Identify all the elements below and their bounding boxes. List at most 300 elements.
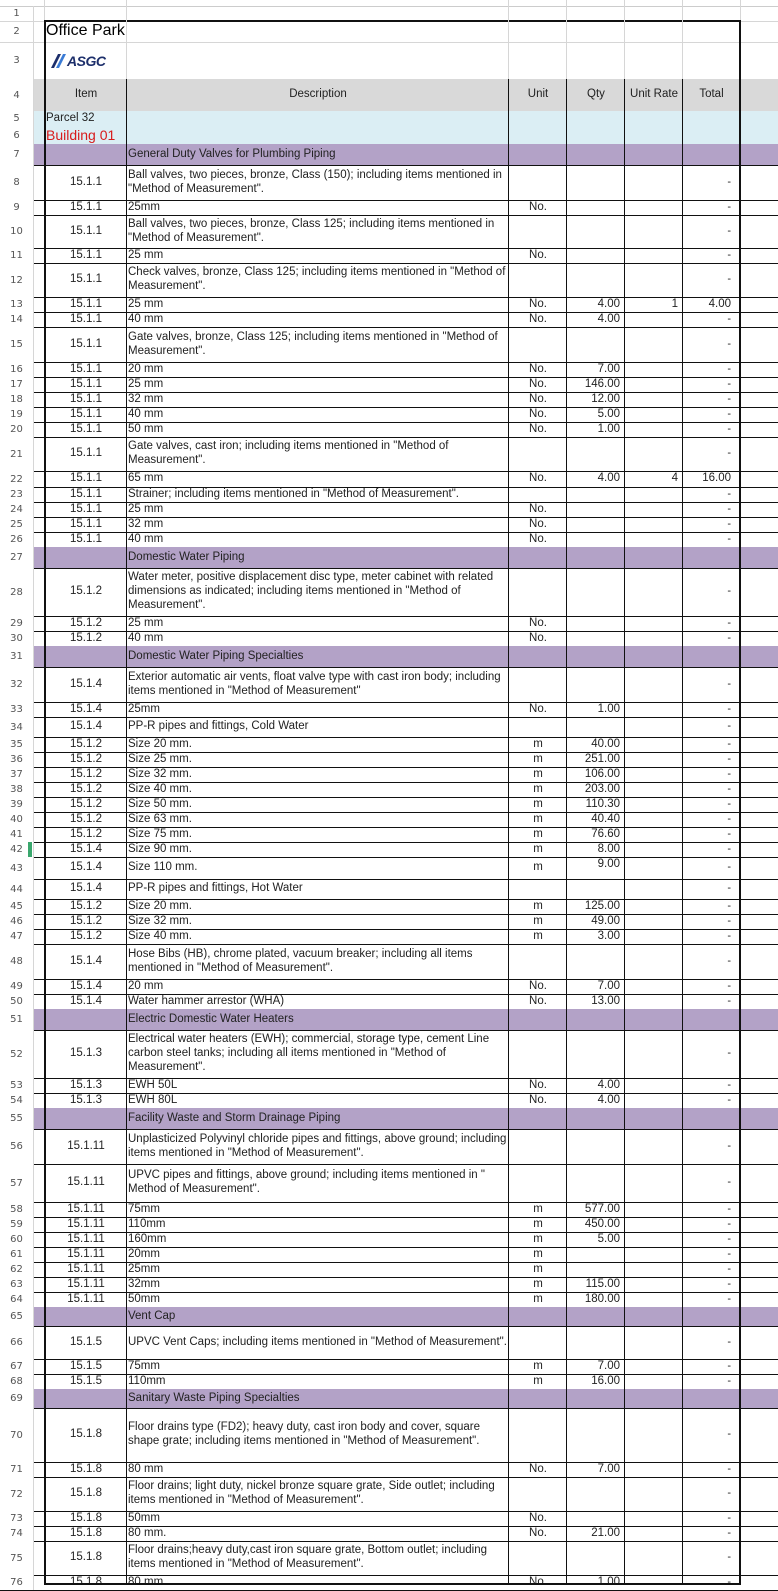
header-qty[interactable]: Qty bbox=[587, 88, 605, 101]
qty-cell[interactable]: 1.00 bbox=[597, 1576, 620, 1588]
item-cell[interactable]: 15.1.4 bbox=[70, 842, 102, 855]
unit-cell[interactable]: No. bbox=[529, 1078, 547, 1091]
unit-cell[interactable]: No. bbox=[529, 994, 547, 1007]
description-cell[interactable]: Floor drains type (FD2); heavy duty, cast iron body and cover, square shape grate; including items mentioned in "Method of Measurement". bbox=[128, 1421, 480, 1447]
description-cell[interactable]: Size 32 mm. bbox=[128, 914, 192, 927]
item-cell[interactable]: 15.1.3 bbox=[70, 1093, 102, 1106]
unit-cell[interactable]: m bbox=[533, 861, 543, 874]
item-cell[interactable]: 15.1.1 bbox=[70, 472, 102, 485]
header-unit[interactable]: Unit bbox=[527, 88, 549, 101]
unit-cell[interactable]: No. bbox=[529, 631, 547, 644]
total-cell[interactable]: 4.00 bbox=[708, 297, 731, 310]
description-cell[interactable]: 40 mm bbox=[128, 312, 164, 325]
total-cell[interactable]: - bbox=[727, 200, 731, 213]
total-cell[interactable]: - bbox=[727, 737, 731, 750]
qty-cell[interactable]: 4.00 bbox=[597, 1094, 620, 1106]
section-title[interactable]: Sanitary Waste Piping Specialties bbox=[128, 1391, 300, 1404]
qty-cell[interactable]: 12.00 bbox=[591, 393, 620, 405]
item-cell[interactable]: 15.1.11 bbox=[67, 1232, 105, 1245]
rate-cell[interactable]: 1 bbox=[671, 298, 678, 310]
unit-cell[interactable]: No. bbox=[529, 248, 547, 261]
item-cell[interactable]: 15.1.11 bbox=[67, 1217, 105, 1230]
item-cell[interactable]: 15.1.3 bbox=[70, 1047, 102, 1060]
item-cell[interactable]: 15.1.11 bbox=[67, 1292, 105, 1305]
description-cell[interactable]: 20mm bbox=[128, 1247, 160, 1260]
item-cell[interactable]: 15.1.4 bbox=[70, 702, 102, 715]
total-cell[interactable]: - bbox=[727, 1462, 731, 1475]
description-cell[interactable]: 32 mm bbox=[128, 392, 164, 405]
description-cell[interactable]: 65 mm bbox=[128, 472, 164, 485]
description-cell[interactable]: Size 90 mm. bbox=[128, 842, 192, 855]
item-cell[interactable]: 15.1.8 bbox=[70, 1428, 102, 1441]
qty-cell[interactable]: 8.00 bbox=[597, 843, 620, 855]
total-cell[interactable]: - bbox=[727, 585, 731, 598]
total-cell[interactable]: - bbox=[727, 447, 731, 460]
item-cell[interactable]: 15.1.2 bbox=[70, 631, 102, 644]
description-cell[interactable]: 20 mm bbox=[128, 362, 164, 375]
total-cell[interactable]: - bbox=[727, 994, 731, 1007]
total-cell[interactable]: - bbox=[727, 1262, 731, 1275]
total-cell[interactable]: - bbox=[727, 1047, 731, 1060]
total-cell[interactable]: - bbox=[727, 954, 731, 967]
description-cell[interactable]: 80 mm. bbox=[128, 1575, 167, 1588]
grid-line bbox=[566, 0, 567, 20]
unit-cell[interactable]: m bbox=[533, 1232, 543, 1245]
unit-cell[interactable]: m bbox=[533, 1202, 543, 1215]
unit-cell[interactable]: No. bbox=[529, 1462, 547, 1475]
total-cell[interactable]: - bbox=[727, 1232, 731, 1245]
total-cell[interactable]: - bbox=[727, 1428, 731, 1441]
total-cell[interactable]: - bbox=[727, 842, 731, 855]
unit-cell[interactable]: No. bbox=[529, 979, 547, 992]
row-number: 28 bbox=[0, 568, 34, 616]
total-cell[interactable]: - bbox=[727, 1511, 731, 1524]
unit-cell[interactable]: m bbox=[533, 1359, 543, 1372]
row-number: 24 bbox=[0, 502, 34, 517]
total-cell[interactable]: - bbox=[727, 1526, 731, 1539]
total-cell[interactable]: - bbox=[727, 1139, 731, 1152]
section-title[interactable]: Domestic Water Piping bbox=[128, 550, 245, 563]
unit-cell[interactable]: m bbox=[533, 899, 543, 912]
description-cell[interactable]: Check valves, bronze, Class 125; including items mentioned in "Method of Measurement". bbox=[128, 266, 506, 292]
qty-cell[interactable]: 125.00 bbox=[584, 900, 620, 912]
description-cell[interactable]: Electrical water heaters (EWH); commercial, storage type, cement Line carbon steel tanks; including all items mentioned in "Method of Measurement". bbox=[128, 1033, 490, 1073]
unit-cell[interactable]: m bbox=[533, 1374, 543, 1387]
item-cell[interactable]: 15.1.1 bbox=[70, 273, 102, 286]
item-cell[interactable]: 15.1.2 bbox=[70, 797, 102, 810]
item-cell[interactable]: 15.1.1 bbox=[70, 248, 102, 261]
total-cell[interactable]: - bbox=[727, 861, 731, 874]
total-cell[interactable]: - bbox=[727, 377, 731, 390]
unit-cell[interactable]: m bbox=[533, 797, 543, 810]
item-cell[interactable]: 15.1.8 bbox=[70, 1511, 102, 1524]
header-total[interactable]: Total bbox=[699, 88, 724, 101]
description-cell[interactable]: 50 mm bbox=[128, 422, 164, 435]
description-cell[interactable]: Size 40 mm. bbox=[128, 782, 192, 795]
unit-cell[interactable]: No. bbox=[529, 616, 547, 629]
description-cell[interactable]: Gate valves, cast iron; including items mentioned in "Method of Measurement". bbox=[128, 440, 449, 466]
total-cell[interactable]: - bbox=[727, 979, 731, 992]
header-item[interactable]: Item bbox=[74, 88, 98, 101]
rate-cell[interactable]: 4 bbox=[671, 472, 678, 484]
description-cell[interactable]: 50mm bbox=[128, 1511, 160, 1524]
total-cell[interactable]: - bbox=[727, 1575, 731, 1588]
unit-cell[interactable]: No. bbox=[529, 1575, 547, 1588]
description-cell[interactable]: Exterior automatic air vents, float valve type with cast iron body; including items mentioned in "Method of Measurement" bbox=[128, 670, 501, 697]
item-cell[interactable]: 15.1.1 bbox=[70, 502, 102, 515]
total-cell[interactable]: - bbox=[727, 422, 731, 435]
qty-cell[interactable]: 5.00 bbox=[597, 1233, 620, 1245]
row-number: 1 bbox=[0, 6, 34, 21]
description-cell[interactable]: Hose Bibs (HB), chrome plated, vacuum breaker; including all items mentioned in "Method of Measurement". bbox=[128, 947, 473, 974]
description-cell[interactable]: Floor drains; light duty, nickel bronze square grate, Side outlet; including items mentioned in "Method of Measurement". bbox=[128, 1480, 495, 1506]
unit-cell[interactable]: m bbox=[533, 827, 543, 840]
unit-cell[interactable]: No. bbox=[529, 702, 547, 715]
total-cell[interactable]: - bbox=[727, 532, 731, 545]
item-cell[interactable]: 15.1.11 bbox=[67, 1176, 105, 1189]
total-cell[interactable]: - bbox=[727, 337, 731, 350]
total-cell[interactable]: - bbox=[727, 1176, 731, 1189]
description-cell[interactable]: 25 mm bbox=[128, 297, 164, 310]
qty-cell[interactable]: 106.00 bbox=[584, 768, 620, 780]
total-cell[interactable]: 16.00 bbox=[702, 472, 731, 485]
row-number: 45 bbox=[0, 899, 34, 914]
qty-cell[interactable]: 13.00 bbox=[591, 995, 620, 1007]
description-cell[interactable]: EWH 50L bbox=[128, 1078, 178, 1091]
total-cell[interactable]: - bbox=[727, 1487, 731, 1500]
total-cell[interactable]: - bbox=[727, 1374, 731, 1387]
item-cell[interactable]: 15.1.4 bbox=[70, 861, 102, 874]
description-cell[interactable]: 25mm bbox=[128, 702, 160, 715]
qty-cell[interactable]: 40.00 bbox=[591, 738, 620, 750]
unit-cell[interactable]: m bbox=[533, 767, 543, 780]
item-cell[interactable]: 15.1.2 bbox=[70, 827, 102, 840]
item-cell[interactable]: 15.1.1 bbox=[70, 517, 102, 530]
description-cell[interactable]: Water hammer arrestor (WHA) bbox=[128, 994, 285, 1007]
item-cell[interactable]: 15.1.2 bbox=[70, 914, 102, 927]
qty-cell[interactable]: 115.00 bbox=[585, 1278, 620, 1290]
qty-cell[interactable]: 76.60 bbox=[591, 828, 620, 840]
row-number: 13 bbox=[0, 297, 34, 312]
description-cell[interactable]: Strainer; including items mentioned in "Method of Measurement". bbox=[128, 487, 459, 500]
qty-cell[interactable]: 450.00 bbox=[584, 1218, 620, 1230]
item-cell[interactable]: 15.1.1 bbox=[70, 337, 102, 350]
item-cell[interactable]: 15.1.1 bbox=[70, 175, 102, 188]
section-title[interactable]: Facility Waste and Storm Drainage Piping bbox=[128, 1111, 341, 1124]
unit-cell[interactable]: No. bbox=[529, 200, 547, 213]
qty-cell[interactable]: 9.00 bbox=[597, 858, 620, 870]
description-cell[interactable]: 80 mm bbox=[128, 1462, 164, 1475]
total-cell[interactable]: - bbox=[727, 1277, 731, 1290]
description-cell[interactable]: PP-R pipes and fittings, Hot Water bbox=[128, 882, 303, 895]
qty-cell[interactable]: 1.00 bbox=[597, 423, 620, 435]
total-cell[interactable]: - bbox=[727, 882, 731, 895]
description-cell[interactable]: Gate valves, bronze, Class 125; including items mentioned in "Method of Measurement". bbox=[128, 330, 498, 357]
total-cell[interactable]: - bbox=[727, 273, 731, 286]
description-cell[interactable]: Size 20 mm. bbox=[128, 737, 192, 750]
section-title[interactable]: Electric Domestic Water Heaters bbox=[128, 1012, 294, 1025]
description-cell[interactable]: 32 mm bbox=[128, 517, 164, 530]
description-cell[interactable]: Size 32 mm. bbox=[128, 767, 192, 780]
item-cell[interactable]: 15.1.5 bbox=[70, 1374, 102, 1387]
qty-cell[interactable]: 251.00 bbox=[584, 753, 620, 765]
description-cell[interactable]: 20 mm bbox=[128, 979, 164, 992]
description-cell[interactable]: UPVC pipes and fittings, above ground; including items mentioned in " Method of Measurement". bbox=[128, 1169, 485, 1195]
unit-cell[interactable]: m bbox=[533, 1262, 543, 1275]
item-cell[interactable]: 15.1.8 bbox=[70, 1551, 102, 1564]
building-label: Building 01 bbox=[46, 126, 116, 143]
total-cell[interactable]: - bbox=[727, 914, 731, 927]
header-rate[interactable]: Unit Rate bbox=[630, 88, 678, 101]
total-cell[interactable]: - bbox=[727, 1078, 731, 1091]
description-cell[interactable]: 160mm bbox=[128, 1232, 167, 1245]
unit-cell[interactable]: m bbox=[533, 752, 543, 765]
item-cell[interactable]: 15.1.1 bbox=[70, 200, 102, 213]
description-cell[interactable]: PP-R pipes and fittings, Cold Water bbox=[128, 720, 309, 733]
unit-cell[interactable]: No. bbox=[529, 1511, 547, 1524]
description-cell[interactable]: Size 110 mm. bbox=[128, 861, 198, 874]
total-cell[interactable]: - bbox=[727, 175, 731, 188]
unit-cell[interactable]: m bbox=[533, 737, 543, 750]
unit-cell[interactable]: No. bbox=[529, 407, 547, 420]
total-cell[interactable]: - bbox=[727, 1359, 731, 1372]
item-cell[interactable]: 15.1.1 bbox=[70, 407, 102, 420]
description-cell[interactable]: 25mm bbox=[128, 200, 160, 213]
qty-cell[interactable]: 7.00 bbox=[597, 1360, 620, 1372]
item-cell[interactable]: 15.1.1 bbox=[70, 422, 102, 435]
item-cell[interactable]: 15.1.8 bbox=[70, 1487, 102, 1500]
section-title[interactable]: General Duty Valves for Plumbing Piping bbox=[128, 147, 336, 160]
item-cell[interactable]: 15.1.11 bbox=[67, 1262, 105, 1275]
description-cell[interactable]: 32mm bbox=[128, 1277, 160, 1290]
total-cell[interactable]: - bbox=[727, 720, 731, 733]
description-cell[interactable]: 110mm bbox=[128, 1217, 166, 1230]
description-cell[interactable]: 25 mm bbox=[128, 248, 164, 261]
total-cell[interactable]: - bbox=[727, 487, 731, 500]
total-cell[interactable]: - bbox=[727, 797, 731, 810]
description-cell[interactable]: 25 mm bbox=[128, 502, 164, 515]
row-number: 5 bbox=[0, 111, 34, 126]
qty-cell[interactable]: 7.00 bbox=[597, 363, 620, 375]
qty-cell[interactable]: 4.00 bbox=[597, 1079, 620, 1091]
unit-cell[interactable]: No. bbox=[529, 312, 547, 325]
item-cell[interactable]: 15.1.1 bbox=[70, 312, 102, 325]
qty-cell[interactable]: 4.00 bbox=[597, 313, 620, 325]
description-cell[interactable]: Ball valves, two pieces, bronze, Class (150); including items mentioned in "Method of Measurement". bbox=[128, 168, 502, 195]
item-cell[interactable]: 15.1.1 bbox=[70, 392, 102, 405]
item-cell[interactable]: 15.1.5 bbox=[70, 1335, 102, 1348]
total-cell[interactable]: - bbox=[727, 752, 731, 765]
unit-cell[interactable]: m bbox=[533, 842, 543, 855]
unit-cell[interactable]: m bbox=[533, 1277, 543, 1290]
unit-cell[interactable]: No. bbox=[529, 297, 547, 310]
total-cell[interactable]: - bbox=[727, 1093, 731, 1106]
description-cell[interactable]: Size 75 mm. bbox=[128, 827, 192, 840]
total-cell[interactable]: - bbox=[727, 631, 731, 644]
unit-cell[interactable]: No. bbox=[529, 517, 547, 530]
unit-cell[interactable]: m bbox=[533, 782, 543, 795]
qty-cell[interactable]: 146.00 bbox=[584, 378, 620, 390]
item-cell[interactable]: 15.1.2 bbox=[70, 782, 102, 795]
total-cell[interactable]: - bbox=[727, 392, 731, 405]
description-cell[interactable]: Size 50 mm. bbox=[128, 797, 192, 810]
qty-cell[interactable]: 5.00 bbox=[597, 408, 620, 420]
unit-cell[interactable]: m bbox=[533, 1247, 543, 1260]
total-cell[interactable]: - bbox=[727, 1217, 731, 1230]
description-cell[interactable]: 25 mm bbox=[128, 377, 164, 390]
item-cell[interactable]: 15.1.8 bbox=[70, 1462, 102, 1475]
total-cell[interactable]: - bbox=[727, 782, 731, 795]
total-cell[interactable]: - bbox=[727, 1247, 731, 1260]
item-cell[interactable]: 15.1.11 bbox=[67, 1202, 105, 1215]
item-cell[interactable]: 15.1.1 bbox=[70, 447, 102, 460]
item-cell[interactable]: 15.1.1 bbox=[70, 487, 102, 500]
total-cell[interactable]: - bbox=[727, 407, 731, 420]
item-cell[interactable]: 15.1.1 bbox=[70, 377, 102, 390]
total-cell[interactable]: - bbox=[727, 312, 731, 325]
unit-cell[interactable]: No. bbox=[529, 362, 547, 375]
description-cell[interactable]: Ball valves, two pieces, bronze, Class 125; including items mentioned in "Method of Measurement". bbox=[128, 217, 495, 244]
item-cell[interactable]: 15.1.11 bbox=[67, 1139, 105, 1152]
column-divider bbox=[682, 20, 683, 79]
row-number: 73 bbox=[0, 1511, 34, 1526]
total-cell[interactable]: - bbox=[727, 812, 731, 825]
unit-cell[interactable]: No. bbox=[529, 1526, 547, 1539]
section-title[interactable]: Domestic Water Piping Specialties bbox=[128, 649, 304, 662]
total-cell[interactable]: - bbox=[727, 248, 731, 261]
total-cell[interactable]: - bbox=[727, 1202, 731, 1215]
row-number: 52 bbox=[0, 1030, 34, 1078]
total-cell[interactable]: - bbox=[727, 517, 731, 530]
description-cell[interactable]: Unplasticized Polyvinyl chloride pipes and fittings, above ground; including items mentioned in "Method of Measurement". bbox=[128, 1132, 507, 1159]
item-cell[interactable]: 15.1.2 bbox=[70, 585, 102, 598]
total-cell[interactable]: - bbox=[727, 702, 731, 715]
item-cell[interactable]: 15.1.4 bbox=[70, 677, 102, 690]
qty-cell[interactable]: 21.00 bbox=[591, 1527, 620, 1539]
item-cell[interactable]: 15.1.1 bbox=[70, 362, 102, 375]
item-cell[interactable]: 15.1.2 bbox=[70, 929, 102, 942]
qty-cell[interactable]: 16.00 bbox=[591, 1375, 620, 1387]
item-cell[interactable]: 15.1.2 bbox=[70, 752, 102, 765]
total-cell[interactable]: - bbox=[727, 827, 731, 840]
qty-cell[interactable]: 49.00 bbox=[591, 915, 620, 927]
qty-cell[interactable]: 40.40 bbox=[591, 813, 620, 825]
item-cell[interactable]: 15.1.2 bbox=[70, 616, 102, 629]
row-number: 72 bbox=[0, 1477, 34, 1511]
row-number: 7 bbox=[0, 144, 34, 165]
description-cell[interactable]: 40 mm bbox=[128, 407, 164, 420]
item-cell[interactable]: 15.1.1 bbox=[70, 224, 102, 237]
item-cell[interactable]: 15.1.1 bbox=[70, 297, 102, 310]
qty-cell[interactable]: 577.00 bbox=[584, 1203, 620, 1215]
qty-cell[interactable]: 3.00 bbox=[597, 930, 620, 942]
total-cell[interactable]: - bbox=[727, 362, 731, 375]
unit-cell[interactable]: No. bbox=[529, 377, 547, 390]
total-cell[interactable]: - bbox=[727, 1551, 731, 1564]
item-cell[interactable]: 15.1.11 bbox=[67, 1277, 105, 1290]
item-cell[interactable]: 15.1.2 bbox=[70, 899, 102, 912]
item-cell[interactable]: 15.1.2 bbox=[70, 767, 102, 780]
row-number: 46 bbox=[0, 914, 34, 929]
item-cell[interactable]: 15.1.5 bbox=[70, 1359, 102, 1372]
description-cell[interactable]: 40 mm bbox=[128, 631, 164, 644]
unit-cell[interactable]: No. bbox=[529, 422, 547, 435]
item-cell[interactable]: 15.1.4 bbox=[70, 954, 102, 967]
total-cell[interactable]: - bbox=[727, 899, 731, 912]
item-cell[interactable]: 15.1.8 bbox=[70, 1526, 102, 1539]
description-cell[interactable]: EWH 80L bbox=[128, 1093, 178, 1106]
qty-cell[interactable]: 203.00 bbox=[584, 783, 620, 795]
total-cell[interactable]: - bbox=[727, 767, 731, 780]
row-number: 16 bbox=[0, 362, 34, 377]
description-cell[interactable]: Floor drains;heavy duty,cast iron square grate, Bottom outlet; including items mentioned in "Method of Measurement". bbox=[128, 1544, 488, 1570]
item-cell[interactable]: 15.1.4 bbox=[70, 720, 102, 733]
unit-cell[interactable]: m bbox=[533, 929, 543, 942]
qty-cell[interactable]: 4.00 bbox=[597, 472, 620, 484]
unit-cell[interactable]: m bbox=[533, 812, 543, 825]
description-cell[interactable]: 75mm bbox=[128, 1202, 160, 1215]
total-cell[interactable]: - bbox=[727, 677, 731, 690]
item-cell[interactable]: 15.1.11 bbox=[67, 1247, 105, 1260]
description-cell[interactable]: Size 63 mm. bbox=[128, 812, 192, 825]
total-cell[interactable]: - bbox=[727, 224, 731, 237]
qty-cell[interactable]: 110.30 bbox=[585, 798, 620, 810]
item-cell[interactable]: 15.1.4 bbox=[70, 882, 102, 895]
description-cell[interactable]: Size 20 mm. bbox=[128, 899, 192, 912]
description-cell[interactable]: UPVC Vent Caps; including items mentioned in "Method of Measurement". bbox=[128, 1335, 507, 1348]
unit-cell[interactable]: No. bbox=[529, 392, 547, 405]
description-cell[interactable]: 50mm bbox=[128, 1292, 160, 1305]
unit-cell[interactable]: m bbox=[533, 914, 543, 927]
description-cell[interactable]: 25 mm bbox=[128, 616, 164, 629]
item-cell[interactable]: 15.1.2 bbox=[70, 737, 102, 750]
row-number: 34 bbox=[0, 717, 34, 737]
item-cell[interactable]: 15.1.2 bbox=[70, 812, 102, 825]
qty-cell[interactable]: 7.00 bbox=[597, 1463, 620, 1475]
qty-cell[interactable]: 180.00 bbox=[584, 1293, 620, 1305]
total-cell[interactable]: - bbox=[727, 616, 731, 629]
total-cell[interactable]: - bbox=[727, 502, 731, 515]
section-title[interactable]: Vent Cap bbox=[128, 1309, 176, 1322]
description-cell[interactable]: 40 mm bbox=[128, 532, 164, 545]
unit-cell[interactable]: No. bbox=[529, 532, 547, 545]
description-cell[interactable]: Size 40 mm. bbox=[128, 929, 192, 942]
unit-cell[interactable]: No. bbox=[529, 1093, 547, 1106]
qty-cell[interactable]: 7.00 bbox=[597, 980, 620, 992]
item-cell[interactable]: 15.1.8 bbox=[70, 1575, 102, 1588]
unit-cell[interactable]: m bbox=[533, 1292, 543, 1305]
total-cell[interactable]: - bbox=[727, 1292, 731, 1305]
unit-cell[interactable]: m bbox=[533, 1217, 543, 1230]
item-cell[interactable]: 15.1.3 bbox=[70, 1078, 102, 1091]
item-cell[interactable]: 15.1.1 bbox=[70, 532, 102, 545]
description-cell[interactable]: 80 mm. bbox=[128, 1526, 167, 1539]
qty-cell[interactable]: 4.00 bbox=[597, 298, 620, 310]
description-cell[interactable]: 110mm bbox=[128, 1374, 166, 1387]
unit-cell[interactable]: No. bbox=[529, 502, 547, 515]
total-cell[interactable]: - bbox=[727, 1335, 731, 1348]
unit-cell[interactable]: No. bbox=[529, 472, 547, 485]
description-cell[interactable]: 75mm bbox=[128, 1359, 160, 1372]
header-description[interactable]: Description bbox=[289, 88, 347, 101]
description-cell[interactable]: Water meter, positive displacement disc type, meter cabinet with related dimensions as indicated; including items mentioned in "Method of Measurement". bbox=[128, 571, 494, 611]
total-cell[interactable]: - bbox=[727, 929, 731, 942]
item-cell[interactable]: 15.1.4 bbox=[70, 979, 102, 992]
description-cell[interactable]: Size 25 mm. bbox=[128, 752, 192, 765]
item-cell[interactable]: 15.1.4 bbox=[70, 994, 102, 1007]
qty-cell[interactable]: 1.00 bbox=[597, 703, 620, 715]
description-cell[interactable]: 25mm bbox=[128, 1262, 160, 1275]
